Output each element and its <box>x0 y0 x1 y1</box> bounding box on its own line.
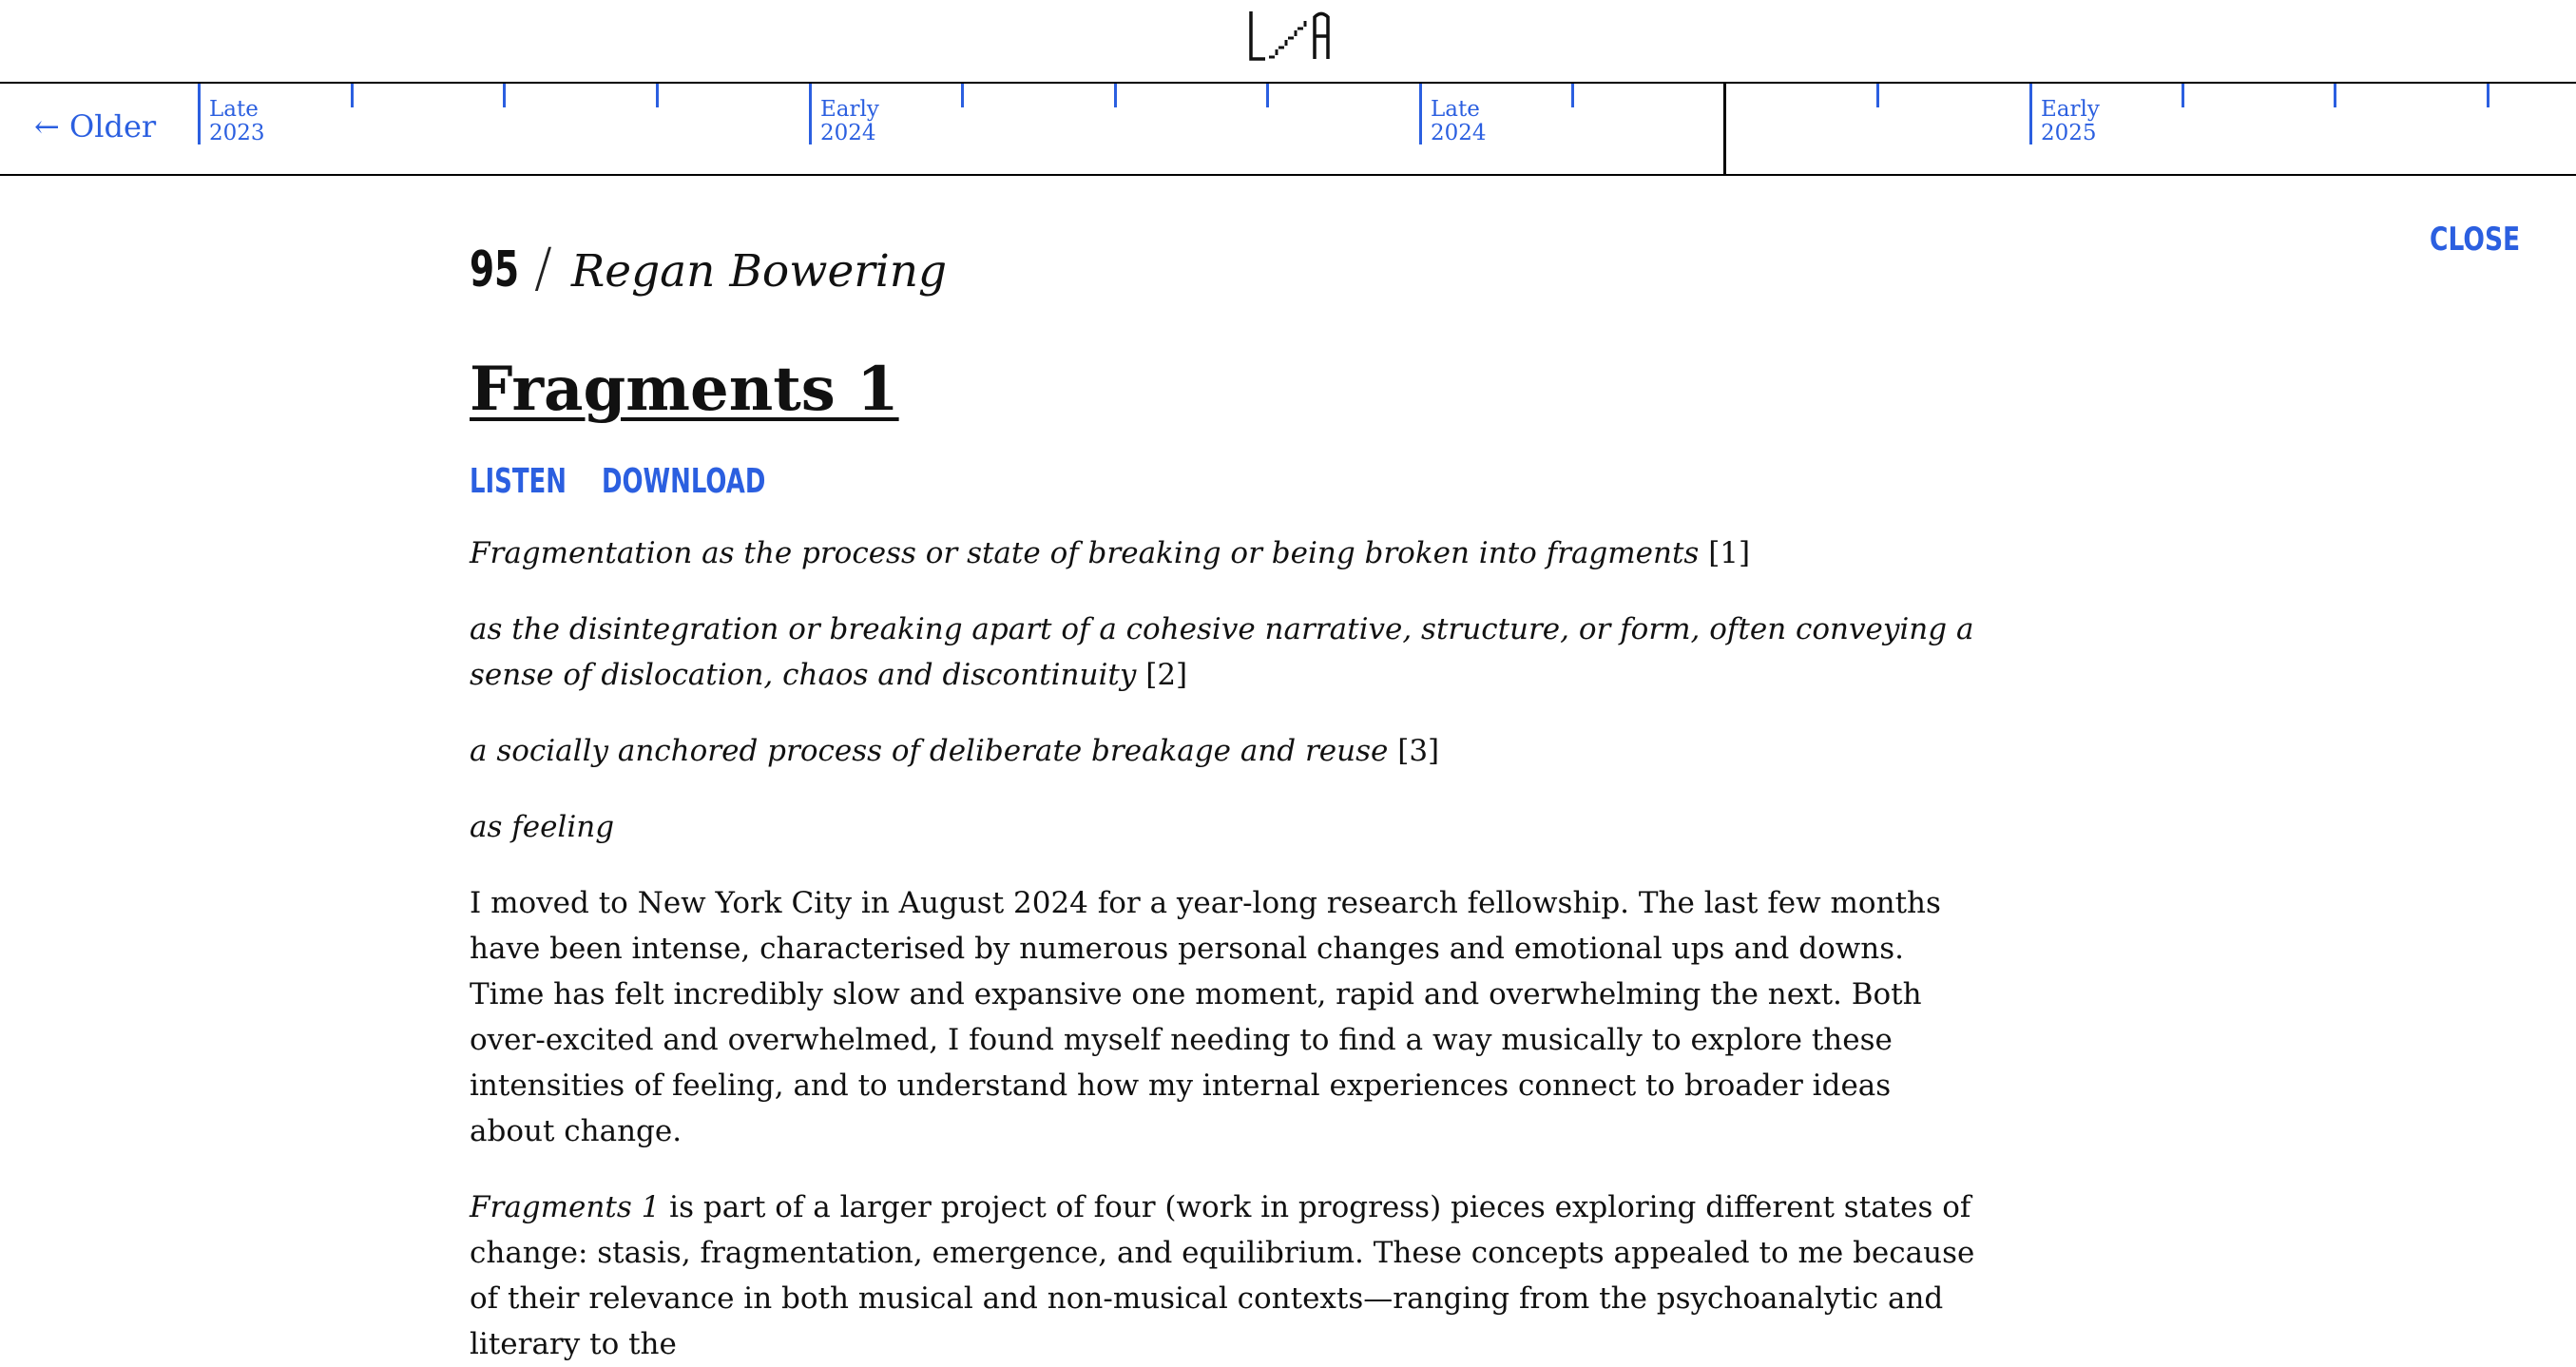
quote-text: Fragmentation as the process or state of breaking or being broken into fragments <box>470 536 1700 570</box>
episode-actions <box>470 462 1981 508</box>
quote-paragraph <box>470 530 1981 576</box>
body-text: is part of a larger project of four (work in progress) pieces exploring different states of change: stasis, fragmentation, emergence, and equilibrium. These concepts appealed to me because of their relevance in both musical and non-musical contexts—ranging from the psychoanalytic and literary to the <box>470 1190 1975 1361</box>
timeline-current-marker <box>1723 84 1726 174</box>
quote-paragraph <box>470 728 1981 774</box>
timeline-tick[interactable] <box>2182 84 2184 107</box>
timeline-tick[interactable] <box>2487 84 2489 107</box>
timeline-tick[interactable] <box>656 84 659 107</box>
stairs-logo-icon[interactable] <box>1246 10 1334 65</box>
timeline-tick[interactable] <box>351 84 354 107</box>
byline-separator: / <box>534 238 552 299</box>
timeline-tick-late-2024[interactable] <box>1419 84 1422 144</box>
episode-number: 95 <box>470 241 520 298</box>
timeline-tick[interactable] <box>1266 84 1269 107</box>
quote-text: a socially anchored process of deliberate breakage and reuse <box>470 734 1389 768</box>
timeline-tick-late-2023[interactable] <box>198 84 201 144</box>
timeline-tick-early-2024[interactable] <box>809 84 812 144</box>
byline <box>470 238 1981 304</box>
timeline-tick[interactable] <box>1114 84 1117 107</box>
footnote-ref[interactable]: [1] <box>1708 536 1751 570</box>
timeline-tick[interactable] <box>961 84 964 107</box>
author-name: Regan Bowering <box>570 245 948 298</box>
timeline-label-early-2024[interactable]: Early 2024 <box>820 97 879 145</box>
listen-button[interactable]: LISTEN <box>470 462 567 501</box>
quote-paragraph <box>470 606 1981 698</box>
timeline-tick-early-2025[interactable] <box>2029 84 2032 144</box>
page-title[interactable]: Fragments 1 <box>470 354 899 425</box>
timeline-tick[interactable] <box>1571 84 1574 107</box>
work-title: Fragments 1 <box>470 1190 661 1224</box>
close-button[interactable]: CLOSE <box>2430 221 2521 259</box>
timeline-label-early-2025[interactable]: Early 2025 <box>2041 97 2100 145</box>
quote-text: as feeling <box>470 810 615 844</box>
timeline-label-late-2023[interactable]: Late 2023 <box>209 97 265 145</box>
body-paragraph: I moved to New York City in August 2024 for a year-long research fellowship. The last few months have been intense, characterised by numerous personal changes and emotional ups and downs. Time has felt incredibly slow and expansive one moment, rapid and overwhelming the next. Both over-excited and overwhelmed, I found myself needing to find a way musically to explore these intensities of feeling, and to understand how my internal experiences connect to broader ideas about change. <box>470 886 1941 1148</box>
timeline-label-late-2024[interactable]: Late 2024 <box>1431 97 1487 145</box>
timeline-tick[interactable] <box>1876 84 1879 107</box>
download-button[interactable]: DOWNLOAD <box>601 462 765 501</box>
site-header <box>0 0 2576 84</box>
footnote-ref[interactable]: [2] <box>1145 658 1188 692</box>
quote-paragraph <box>470 804 1981 850</box>
timeline <box>0 84 2576 176</box>
timeline-tick[interactable] <box>2334 84 2336 107</box>
older-link[interactable]: ← Older <box>34 108 157 144</box>
timeline-tick[interactable] <box>503 84 506 107</box>
quote-text: as the disintegration or breaking apart of a cohesive narrative, structure, or form, often conveying a sense of dislocation, chaos and discontinuity <box>470 612 1974 692</box>
episode-article <box>470 238 1981 1367</box>
body-paragraph <box>470 1184 1981 1367</box>
footnote-ref[interactable]: [3] <box>1397 734 1440 768</box>
